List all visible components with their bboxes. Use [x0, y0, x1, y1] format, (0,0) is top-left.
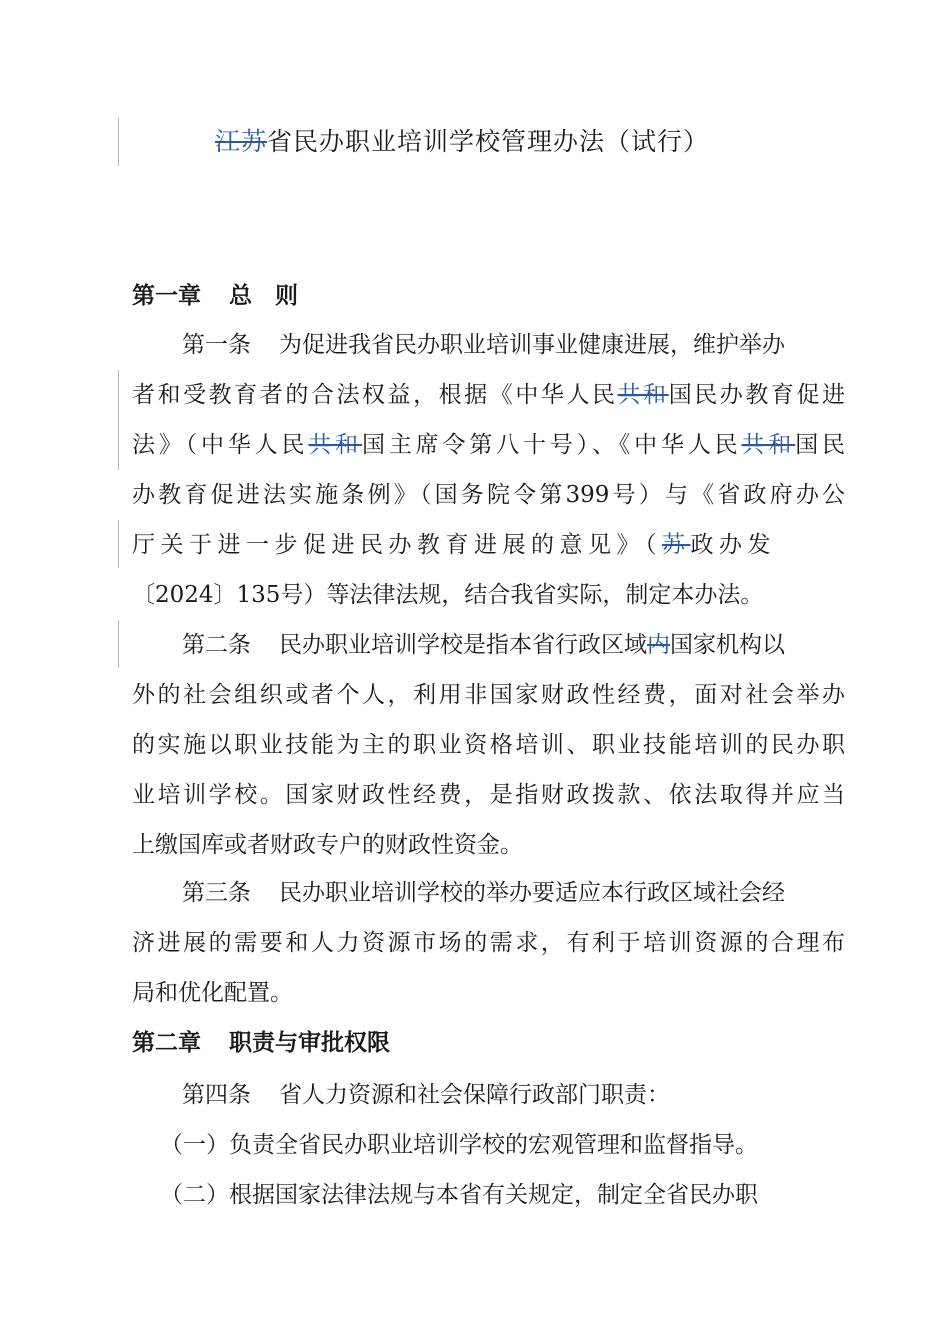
paragraph-line: 〔2024〕135号）等法律法规，结合我省实际，制定本办法。 — [132, 582, 764, 608]
chapter-heading: 第二章 职责与审批权限 — [132, 1029, 390, 1056]
revision-bar — [118, 520, 119, 568]
paragraph-line: 上缴国库或者财政专户的财政性资金。 — [132, 832, 523, 858]
article-4 — [132, 1070, 845, 1220]
deleted-text: 苏 — [662, 532, 691, 558]
deleted-text: 江苏 — [215, 127, 268, 156]
paragraph-line: 第二条 民办职业培训学校是指本省行政区域内国家机构以 — [182, 632, 785, 658]
revision-bar — [118, 370, 119, 470]
deleted-text: 共和 — [308, 432, 363, 458]
article-label: 第一条 — [182, 332, 251, 358]
document-title: 江苏省民办职业培训学校管理办法（试行） — [215, 127, 710, 156]
chapter-heading: 第一章 总 则 — [132, 282, 298, 309]
list-item: （二）根据国家法律法规与本省有关规定，制定全省民办职 — [160, 1182, 758, 1208]
article-label: 第二条 — [182, 632, 251, 658]
paragraph-line: 的实施以职业技能为主的职业资格培训、职业技能培训的民办职 — [132, 732, 845, 758]
paragraph-line: 第三条 民办职业培训学校的举办要适应本行政区域社会经 — [182, 880, 785, 906]
deleted-text: 共和 — [617, 382, 669, 408]
paragraph-line: 济进展的需要和人力资源市场的需求，有利于培训资源的合理布 — [132, 930, 845, 956]
paragraph-line: 法》（中华人民共和国主席令第八十号）、《中华人民共和国民 — [132, 432, 845, 458]
paragraph-line: 厅关于进一步促进民办教育进展的意见》（苏政办发 — [132, 532, 776, 558]
list-item: （一）负责全省民办职业培训学校的宏观管理和监督指导。 — [160, 1132, 758, 1158]
article-3 — [132, 868, 845, 1018]
paragraph-line: 外的社会组织或者个人，利用非国家财政性经费，面对社会举办 — [132, 682, 845, 708]
paragraph-line: 第四条 省人力资源和社会保障行政部门职责： — [182, 1082, 670, 1108]
paragraph-line: 局和优化配置。 — [132, 980, 293, 1006]
revision-bar — [118, 118, 119, 166]
deleted-text: 内 — [647, 632, 670, 658]
paragraph-line: 办教育促进法实施条例》（国务院令第399号）与《省政府办公 — [132, 482, 845, 508]
paragraph-line: 业培训学校。国家财政性经费，是指财政拨款、依法取得并应当 — [132, 782, 845, 808]
paragraph-line: 第一条 为促进我省民办职业培训事业健康进展，维护举办 — [182, 332, 785, 358]
article-1 — [132, 320, 845, 620]
revision-bar — [118, 620, 119, 668]
article-label: 第四条 — [182, 1082, 251, 1108]
article-2 — [132, 620, 845, 870]
paragraph-line: 者和受教育者的合法权益，根据《中华人民共和国民办教育促进 — [132, 382, 845, 408]
article-label: 第三条 — [182, 880, 251, 906]
deleted-text: 共和 — [741, 432, 796, 458]
